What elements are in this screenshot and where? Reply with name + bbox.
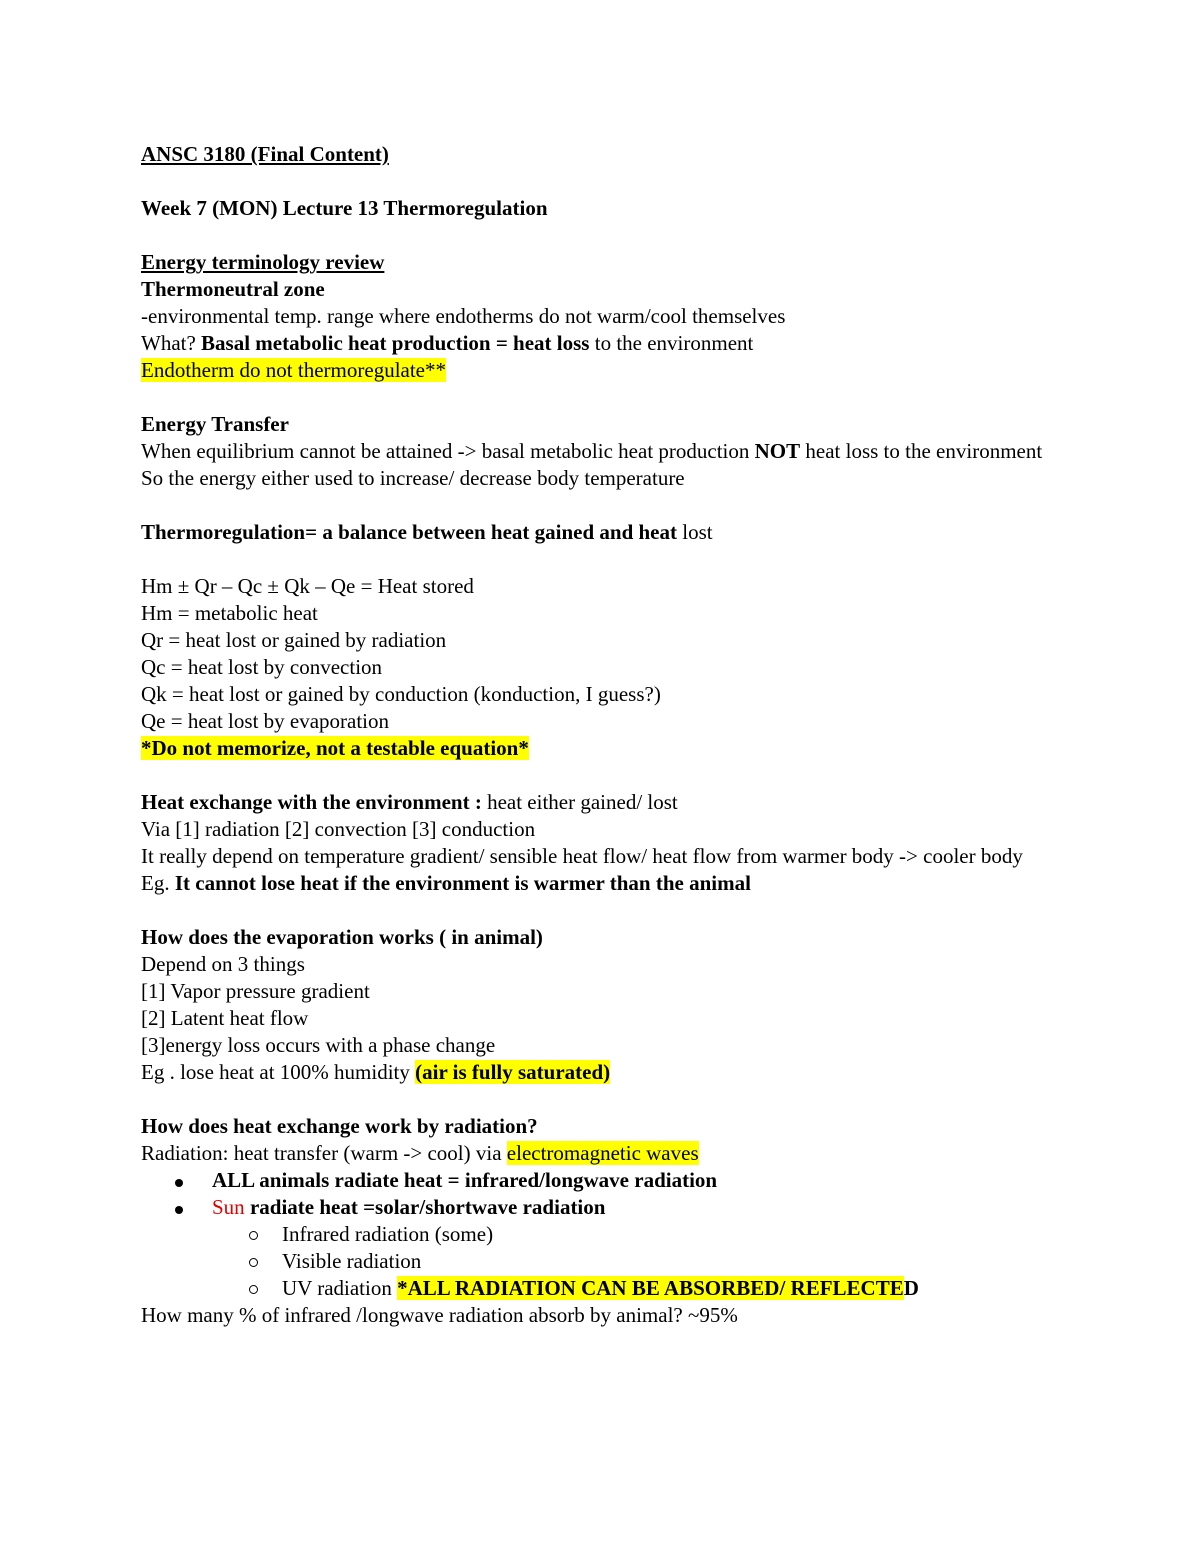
evaporation-example: Eg . lose heat at 100% humidity (air is fully saturated) — [141, 1060, 611, 1084]
exchange-via: Via [1] radiation [2] convection [3] conduction — [141, 817, 536, 841]
evaporation-heading: How does the evaporation works ( in animal) — [141, 925, 543, 949]
radiation-heading: How does heat exchange work by radiation? — [141, 1114, 538, 1138]
list-item: UV radiation *ALL RADIATION CAN BE ABSORBED/ REFLECTED — [141, 1275, 1061, 1302]
thermoregulation-def: Thermoregulation= a balance between heat gained and heat lost — [141, 520, 713, 544]
bullet-icon — [175, 1179, 183, 1187]
evaporation-item-2: [2] Latent heat flow — [141, 1006, 309, 1030]
radiation-definition: Radiation: heat transfer (warm -> cool) via electromagnetic waves — [141, 1141, 699, 1165]
circle-bullet-icon — [249, 1285, 258, 1294]
equation-note: *Do not memorize, not a testable equation* — [141, 736, 529, 760]
evaporation-item-1: [1] Vapor pressure gradient — [141, 979, 370, 1003]
evaporation-depend: Depend on 3 things — [141, 952, 305, 976]
transfer-line-1: When equilibrium cannot be attained -> basal metabolic heat production NOT heat loss to the environment — [141, 439, 1043, 463]
exchange-example: Eg. It cannot lose heat if the environment is warmer than the animal — [141, 871, 751, 895]
qc-def: Qc = heat lost by convection — [141, 655, 383, 679]
exchange-heading: Heat exchange with the environment : heat either gained/ lost — [141, 790, 678, 814]
bullet-icon — [175, 1206, 183, 1214]
list-item: Visible radiation — [141, 1248, 1061, 1275]
lecture-title: Week 7 (MON) Lecture 13 Thermoregulation — [141, 196, 548, 220]
list-item: ALL animals radiate heat = infrared/longwave radiation — [141, 1167, 1061, 1194]
doc-title: ANSC 3180 (Final Content) — [141, 142, 389, 166]
tnz-definition: -environmental temp. range where endotherms do not warm/cool themselves — [141, 304, 786, 328]
qr-def: Qr = heat lost or gained by radiation — [141, 628, 447, 652]
radiation-bullet-list — [141, 1167, 1061, 1221]
heat-equation: Hm ± Qr – Qc ± Qk – Qe = Heat stored — [141, 574, 474, 598]
review-heading: Energy terminology review — [141, 250, 385, 274]
list-item: Sun radiate heat =solar/shortwave radiation — [141, 1194, 1061, 1221]
circle-bullet-icon — [249, 1258, 258, 1267]
transfer-line-2: So the energy either used to increase/ decrease body temperature — [141, 466, 685, 490]
tnz-heading: Thermoneutral zone — [141, 277, 325, 301]
endotherm-note: Endotherm do not thermoregulate** — [141, 358, 447, 382]
absorption-question: How many % of infrared /longwave radiation absorb by animal? ~95% — [141, 1303, 738, 1327]
document-body — [141, 141, 1061, 1329]
circle-bullet-icon — [249, 1231, 258, 1240]
what-line: What? Basal metabolic heat production = heat loss to the environment — [141, 331, 754, 355]
radiation-sub-list — [141, 1221, 1061, 1302]
exchange-gradient: It really depend on temperature gradient/ sensible heat flow/ heat flow from warmer body -> cooler body — [141, 844, 1023, 868]
qe-def: Qe = heat lost by evaporation — [141, 709, 390, 733]
hm-def: Hm = metabolic heat — [141, 601, 318, 625]
transfer-heading: Energy Transfer — [141, 412, 289, 436]
qk-def: Qk = heat lost or gained by conduction (konduction, I guess?) — [141, 682, 661, 706]
evaporation-item-3: [3]energy loss occurs with a phase change — [141, 1033, 496, 1057]
list-item: Infrared radiation (some) — [141, 1221, 1061, 1248]
